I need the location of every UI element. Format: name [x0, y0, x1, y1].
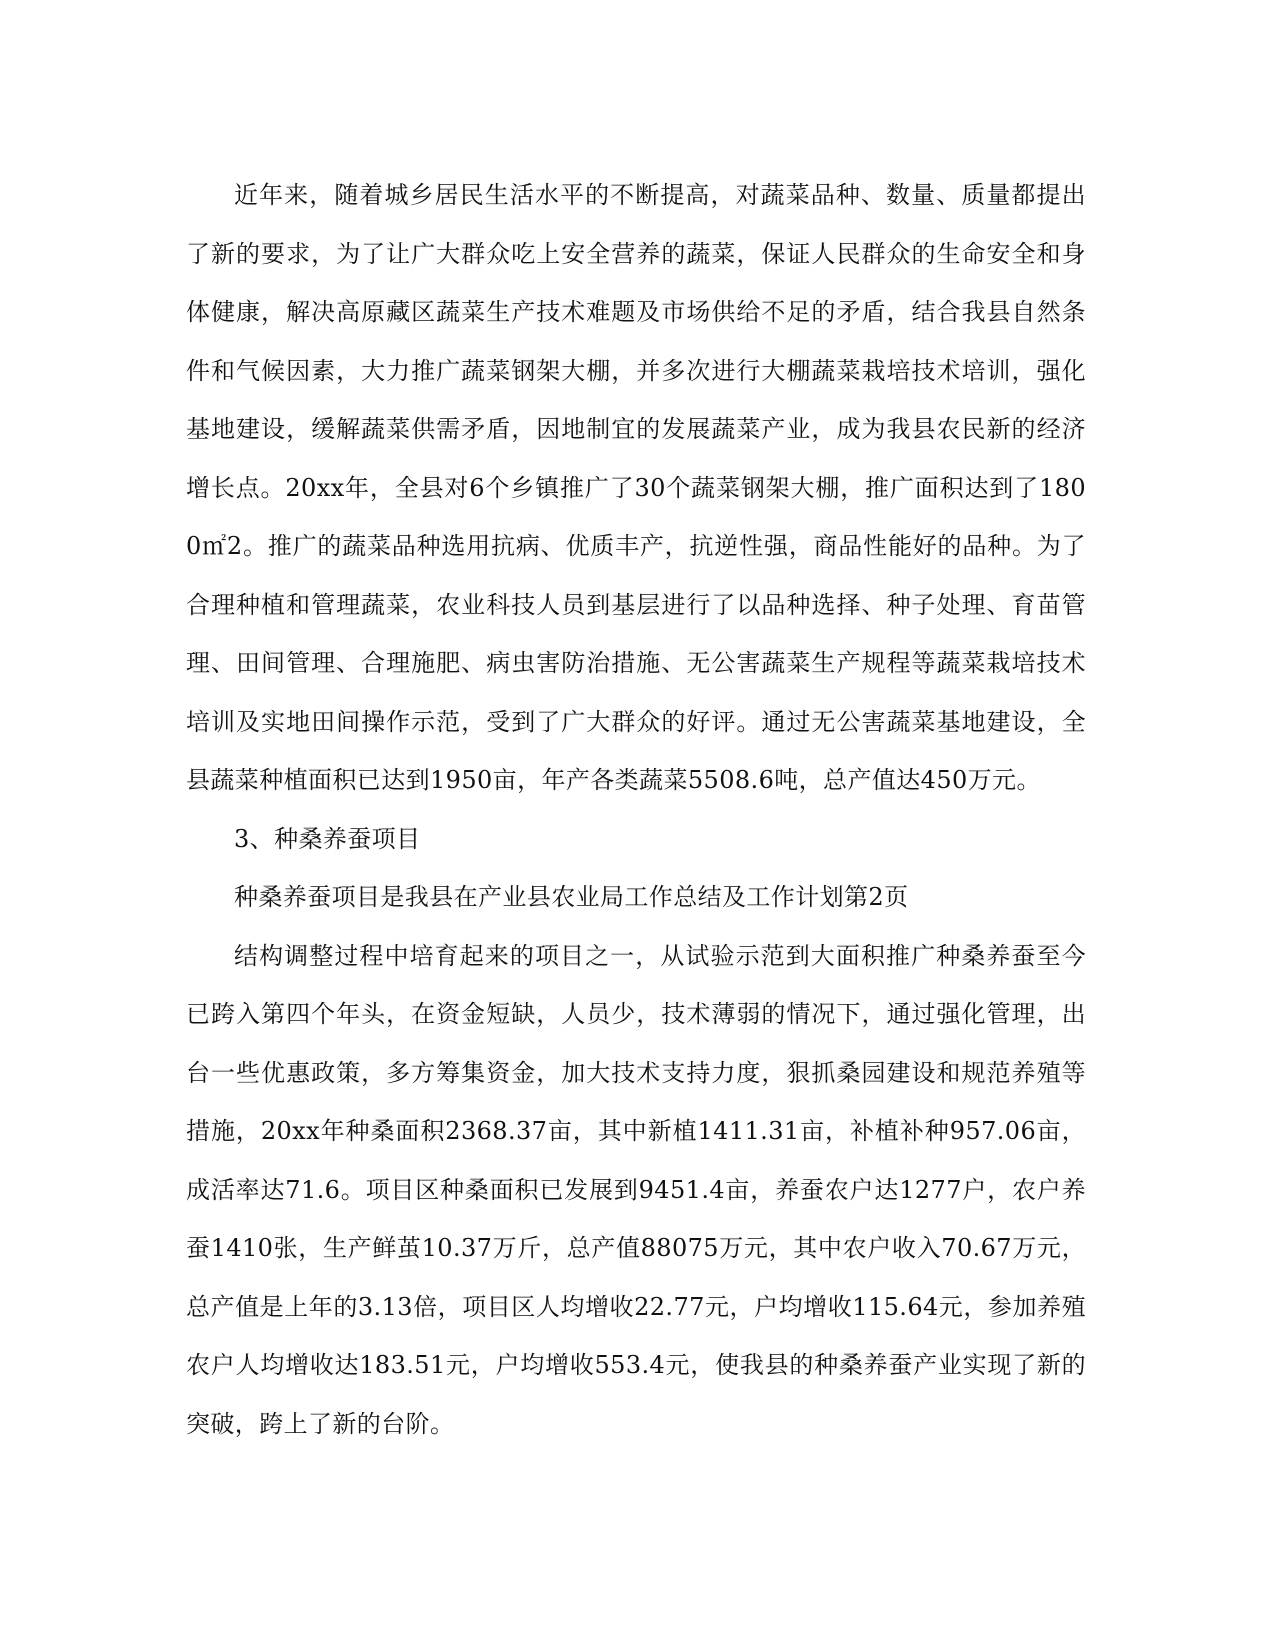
paragraph-vegetable-greenhouse: 近年来，随着城乡居民生活水平的不断提高，对蔬菜品种、数量、质量都提出了新的要求，为了让广大群众吃上安全营养的蔬菜，保证人民群众的生命安全和身体健康，解决高原藏区蔬菜生产技术难题及市场供给不足的矛盾，结合我县自然条件和气候因素，大力推广蔬菜钢架大棚，并多次进行大棚蔬菜栽培技术培训，强化基地建设，缓解蔬菜供需矛盾，因地制宜的发展蔬菜产业，成为我县农民新的经济增长点。20xx年，全县对6个乡镇推广了30个蔬菜钢架大棚，推广面积达到了1800㎡2。推广的蔬菜品种选用抗病、优质丰产，抗逆性强，商品性能好的品种。为了合理种植和管理蔬菜，农业科技人员到基层进行了以品种选择、种子处理、育苗管理、田间管理、合理施肥、病虫害防治措施、无公害蔬菜生产规程等蔬菜栽培技术培训及实地田间操作示范，受到了广大群众的好评。通过无公害蔬菜基地建设，全县蔬菜种植面积已达到1950亩，年产各类蔬菜5508.6吨，总产值达450万元。	[186, 181, 1086, 794]
paragraph-page-title-line: 种桑养蚕项目是我县在产业县农业局工作总结及工作计划第2页	[234, 883, 909, 911]
section-heading-mulberry-silkworm: 3、种桑养蚕项目	[234, 824, 421, 853]
document-body	[186, 166, 1086, 1453]
paragraph-mulberry-silkworm-results: 结构调整过程中培育起来的项目之一，从试验示范到大面积推广种桑养蚕至今已跨入第四个年头，在资金短缺，人员少，技术薄弱的情况下，通过强化管理，出台一些优惠政策，多方筹集资金，加大技术支持力度，狠抓桑园建设和规范养殖等措施，20xx年种桑面积2368.37亩，其中新植1411.31亩，补植补种957.06亩，成活率达71.6。项目区种桑面积已发展到9451.4亩，养蚕农户达1277户，农户养蚕1410张，生产鲜茧10.37万斤，总产值88075万元，其中农户收入70.67万元，总产值是上年的3.13倍，项目区人均增收22.77元，户均增收115.64元，参加养殖农户人均增收达183.51元，户均增收553.4元，使我县的种桑养蚕产业实现了新的突破，跨上了新的台阶。	[186, 941, 1086, 1438]
